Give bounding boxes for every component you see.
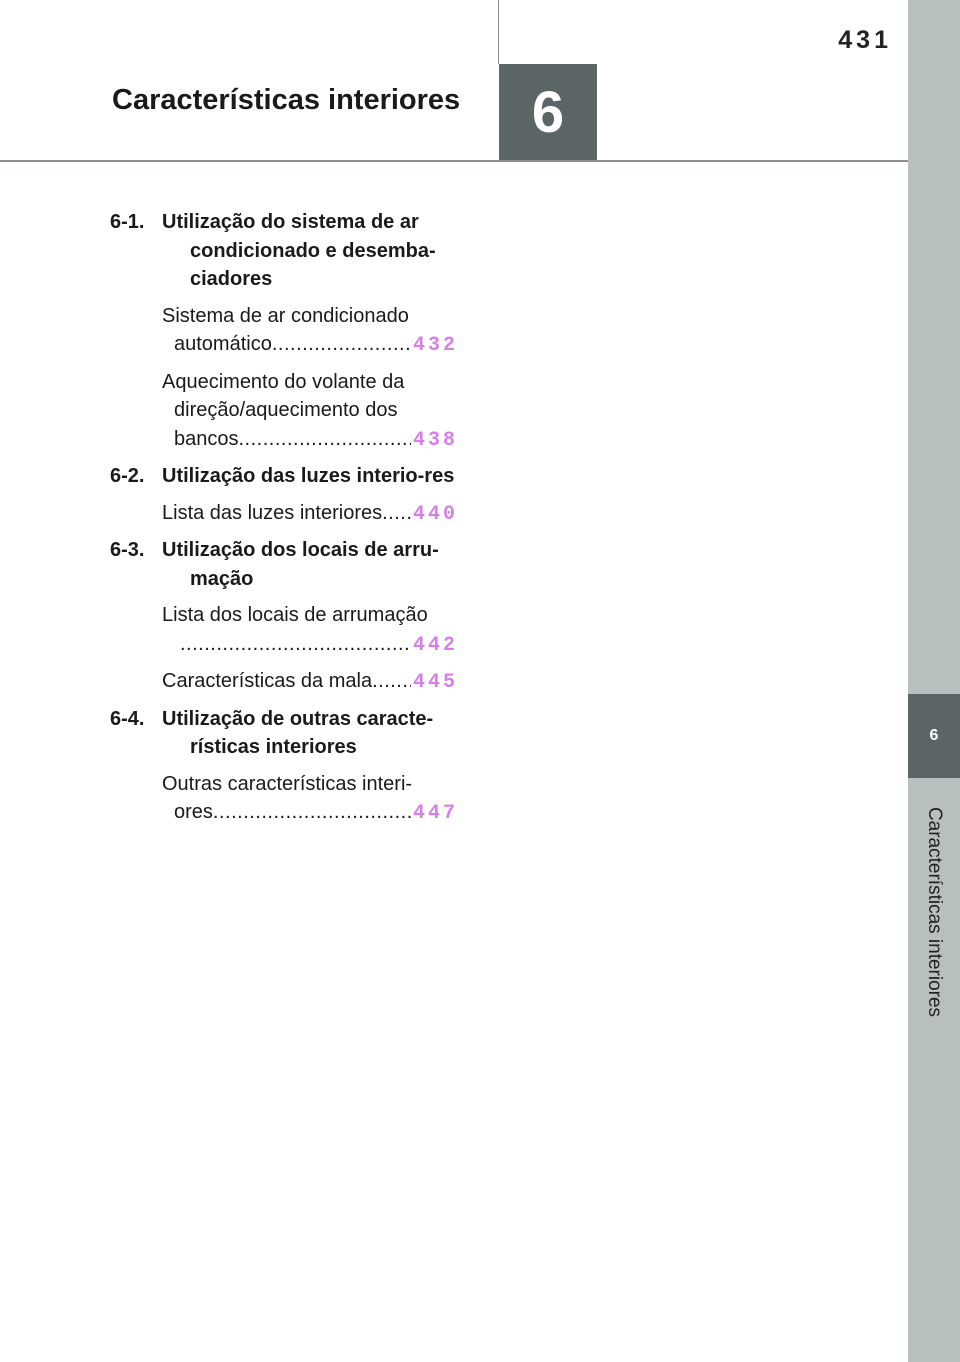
toc-section-6-2[interactable] bbox=[110, 462, 470, 491]
entry-text: Aquecimento do volante da bbox=[162, 370, 405, 393]
entry-page-link[interactable]: 447 bbox=[412, 802, 458, 825]
toc-entry-mala[interactable] bbox=[162, 667, 458, 698]
page-number: 431 bbox=[838, 26, 892, 54]
leader-dots bbox=[382, 499, 411, 528]
entry-page-link[interactable]: 438 bbox=[412, 428, 458, 452]
header-rule bbox=[0, 160, 908, 162]
toc-entry-luzes-interiores[interactable] bbox=[162, 499, 458, 530]
entry-text: Lista dos locais de arrumação bbox=[162, 604, 428, 626]
leader-dots bbox=[239, 425, 411, 454]
toc-section-6-3[interactable] bbox=[110, 536, 470, 593]
leader-dots bbox=[213, 798, 411, 827]
leader-dots bbox=[372, 667, 411, 696]
toc-entry-ar-condicionado[interactable] bbox=[162, 302, 458, 361]
entry-text-last: Lista das luzes interiores bbox=[162, 501, 383, 524]
entry-page-link[interactable]: 442 bbox=[412, 633, 458, 657]
header-divider bbox=[498, 0, 499, 64]
toc-entry-outras-caracteristicas[interactable] bbox=[162, 770, 458, 829]
entry-text-2: direção/aquecimento dos bbox=[174, 399, 398, 421]
leader-dots bbox=[272, 330, 411, 359]
entry-text: Outras características interi- bbox=[162, 772, 413, 795]
entry-text-last: Características da mala bbox=[162, 670, 373, 692]
section-number: 6-4. bbox=[110, 707, 145, 730]
section-title: Utilização dos locais de arru-mação bbox=[162, 539, 439, 590]
entry-text: Sistema de ar condicionado bbox=[162, 304, 409, 327]
section-number: 6-3. bbox=[110, 539, 145, 561]
chapter-number-box: 6 bbox=[499, 64, 597, 161]
side-chapter-tab[interactable]: 6 bbox=[908, 694, 960, 778]
toc-entry-locais-arrumacao[interactable] bbox=[162, 601, 458, 660]
leader-dots bbox=[180, 630, 411, 659]
side-strip bbox=[908, 0, 960, 1362]
side-chapter-label-text: Características interiores bbox=[924, 806, 945, 1018]
entry-page-link[interactable]: 432 bbox=[412, 334, 458, 357]
section-title: Utilização de outras caracte-rísticas interiores bbox=[162, 707, 434, 758]
toc-section-6-1[interactable] bbox=[110, 208, 470, 294]
section-number: 6-1. bbox=[110, 211, 145, 233]
section-number: 6-2. bbox=[110, 465, 145, 487]
toc-entry-aquecimento[interactable] bbox=[162, 368, 458, 456]
section-title: Utilização do sistema de ar condicionado e desemba-ciadores bbox=[162, 211, 436, 290]
section-title: Utilização das luzes interio-res bbox=[162, 465, 455, 487]
entry-page-link[interactable]: 440 bbox=[412, 502, 458, 526]
entry-text-last: bancos bbox=[174, 427, 239, 450]
page-title: Características interiores bbox=[112, 84, 461, 116]
entry-page-link[interactable]: 445 bbox=[412, 671, 458, 694]
entry-text-last: ores bbox=[174, 801, 213, 823]
table-of-contents bbox=[110, 208, 470, 836]
toc-section-6-4[interactable] bbox=[110, 705, 470, 762]
entry-text-last: automático bbox=[174, 333, 272, 355]
